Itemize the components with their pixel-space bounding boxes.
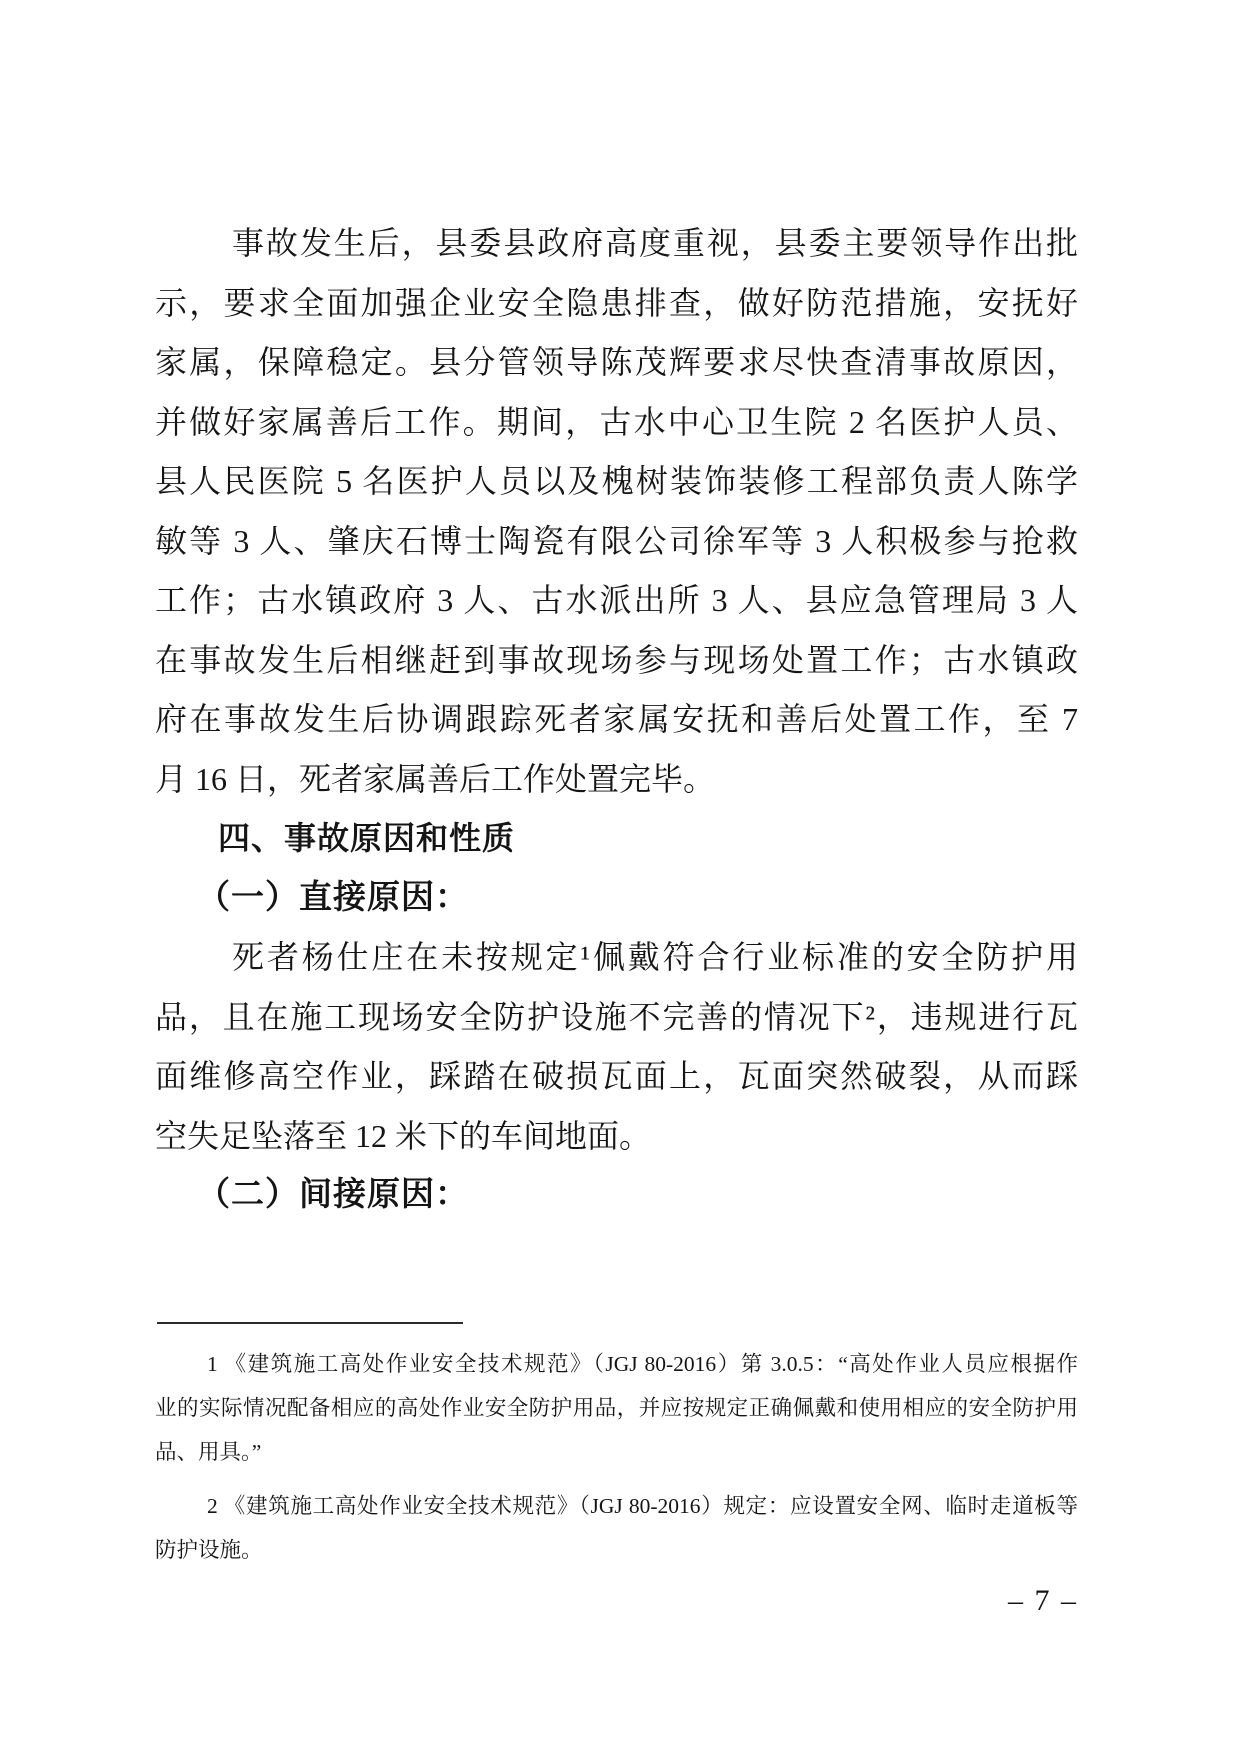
footnote-1 xyxy=(155,1342,1078,1474)
paragraph-direct-cause xyxy=(155,928,1078,1166)
text-line: 府在事故发生后协调跟踪死者家属安抚和善后处置工作，至 7 xyxy=(155,701,1078,737)
text-line: 空失足坠落至 12 米下的车间地面。 xyxy=(155,1117,652,1154)
page-number: – 7 – xyxy=(1008,1584,1078,1617)
footnote-2 xyxy=(155,1484,1078,1572)
text-line: 防护设施。 xyxy=(155,1538,263,1562)
text-line: 敏等 3 人、肇庆石博士陶瓷有限公司徐军等 3 人积极参与抢救 xyxy=(155,522,1078,559)
text-line: 业的实际情况配备相应的高处作业安全防护用品，并应按规定正确佩戴和使用相应的安全防护用 xyxy=(155,1396,1078,1420)
text-line: 县人民医院 5 名医护人员以及槐树装饰装修工程部负责人陈学 xyxy=(155,463,1078,499)
text-line: 事故发生后，县委县政府高度重视，县委主要领导作出批 xyxy=(232,225,1078,261)
text-line: 1 《建筑施工高处作业安全技术规范》（JGJ 80-2016）第 3.0.5：“高处作业人员应根据作 xyxy=(207,1352,1078,1376)
footnote-separator xyxy=(157,1322,463,1324)
text-line: 在事故发生后相继赶到事故现场参与现场处置工作；古水镇政 xyxy=(155,641,1078,678)
text-line: 面维修高空作业，踩踏在破损瓦面上，瓦面突然破裂，从而踩 xyxy=(155,1058,1078,1094)
text-line: 2 《建筑施工高处作业安全技术规范》（JGJ 80-2016）规定：应设置安全网、临时走道板等 xyxy=(207,1494,1078,1518)
subheading-indirect-cause: （二）间接原因： xyxy=(197,1177,469,1213)
section-heading-causes: 四、事故原因和性质 xyxy=(218,820,516,856)
paragraph-accident-response xyxy=(155,214,1078,809)
text-line: 品，且在施工现场安全防护设施不完善的情况下²，违规进行瓦 xyxy=(155,998,1078,1035)
document-body xyxy=(155,214,1078,1226)
text-line: 并做好家属善后工作。期间，古水中心卫生院 2 名医护人员、 xyxy=(155,403,1078,440)
text-line: 示，要求全面加强企业安全隐患排查，做好防范措施，安抚好 xyxy=(155,284,1078,321)
text-line: 家属，保障稳定。县分管领导陈茂辉要求尽快查清事故原因， xyxy=(155,344,1078,380)
text-line: 工作；古水镇政府 3 人、古水派出所 3 人、县应急管理局 3 人 xyxy=(155,582,1078,618)
footnotes xyxy=(155,1342,1078,1572)
subheading-direct-cause: （一）直接原因： xyxy=(197,879,469,916)
text-line: 月 16 日，死者家属善后工作处置完毕。 xyxy=(155,760,716,797)
text-line: 品、用具。” xyxy=(155,1440,262,1464)
text-line: 死者杨仕庄在未按规定¹佩戴符合行业标准的安全防护用 xyxy=(232,939,1078,975)
